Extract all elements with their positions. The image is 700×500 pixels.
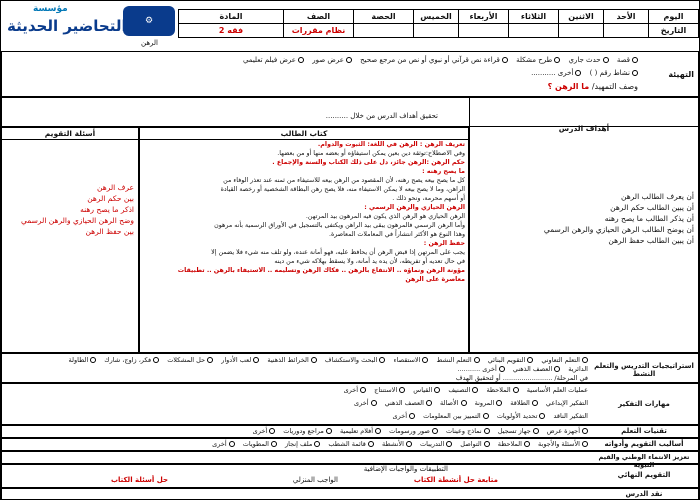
- think-brain[interactable]: العصف الذهني: [385, 399, 432, 407]
- tech-opt[interactable]: صور ورسومات: [389, 427, 438, 435]
- tech-opt[interactable]: أفلام تعليمية: [340, 427, 381, 435]
- hdr-thu: الخميس: [414, 10, 459, 24]
- strat-research[interactable]: البحث والاستكشاف: [325, 356, 386, 364]
- think-other3[interactable]: أخرى: [393, 412, 416, 420]
- assess-options: [206, 440, 588, 448]
- hdr-day: اليوم: [649, 10, 699, 24]
- grade-value: نظام مقررات: [284, 24, 354, 38]
- period-cell: [354, 24, 414, 38]
- strat-circular: الدائرية: [568, 365, 588, 373]
- hdr-class: الصف: [284, 10, 354, 24]
- think-other2[interactable]: أخرى: [354, 399, 377, 407]
- hdr-period: الحصة: [354, 10, 414, 24]
- assess-opt[interactable]: التدريبات: [420, 440, 452, 448]
- thinking-row3: [387, 412, 588, 420]
- tech-options: [247, 427, 588, 435]
- assess-opt[interactable]: أخرى: [212, 440, 235, 448]
- strategies-row: [1, 353, 699, 383]
- tech-opt[interactable]: مراجع ودوريات: [283, 427, 332, 435]
- goal-item: أن يذكر الطالب ما يصح رهنه: [604, 214, 694, 223]
- date-cell: [509, 24, 559, 38]
- book-line: مؤونة الرهن ونماؤه .. الانتفاع بالرهن .. فكاك الرهن وتسليمه .. الاستيفاء بالرهن .. تطبيقات: [177, 267, 465, 274]
- date-cell: [559, 24, 604, 38]
- strat-inquiry[interactable]: الاستقصاء: [394, 356, 429, 364]
- assess-opt[interactable]: قائمة الشطب: [328, 440, 374, 448]
- book-line: حفظ الرهن :: [423, 240, 465, 247]
- strat-brainstorm[interactable]: العصف الذهني: [513, 365, 560, 373]
- strategies-options: [4, 356, 588, 364]
- opt-film[interactable]: عرض فيلم تعليمي: [243, 56, 304, 64]
- eval-list: [2, 180, 138, 239]
- goals-title: تحقيق أهداف الدرس من خلال ..........: [325, 112, 438, 120]
- critique-row: [1, 488, 699, 500]
- goal-item: أن يوضح الطالب الرهن الحيازي والرهن الرسمي: [543, 225, 694, 234]
- intro-options-row2: [525, 69, 638, 77]
- book-line: الرهن الحيازي هو الرهن الذي يكون فيه المرهون بيد المرتهن.: [305, 213, 465, 220]
- thinking-label: مهارات التفكير: [618, 400, 670, 408]
- goal-item: أن يبين الطالب حكم الرهن: [610, 203, 694, 212]
- assess-opt[interactable]: المطويات: [243, 440, 277, 448]
- strategies-row2: [451, 365, 588, 373]
- strat-think[interactable]: فكر، زاوج، شارك: [104, 356, 159, 364]
- strat-table[interactable]: الطاولة: [69, 356, 97, 364]
- assess-opt[interactable]: الأنشطة: [382, 440, 412, 448]
- book-line: الرهن الحيازي والرهن الرسمي :: [364, 204, 465, 211]
- opt-text[interactable]: قراءة نص قرآني أو نبوي أو نص من مرجع صحيح: [360, 56, 508, 64]
- think-critical: التفكير الناقد: [553, 412, 588, 420]
- think-distinguish[interactable]: التمييز بين المعلومات: [423, 412, 489, 420]
- strat-coop[interactable]: التعلم التعاوني: [541, 356, 588, 364]
- eval-item: اذكر ما يصح رهنه: [80, 205, 134, 214]
- logo-top-text: مؤسسة: [33, 4, 68, 14]
- think-other1[interactable]: أخرى: [344, 386, 367, 394]
- tech-opt[interactable]: نماذج وعينات: [446, 427, 490, 435]
- think-fluency[interactable]: الطلاقة: [510, 399, 538, 407]
- homework-activities: متابعة حل أنشطة الكتاب: [413, 476, 498, 484]
- eval-item: عرف الرهن: [97, 183, 134, 192]
- book-line: وأما الرهن الرسمي فالمرهون يبقى بيد الراهن ويكتفى بالتسجيل في الأوراق الرسمية بأنه مرهون: [214, 222, 465, 229]
- homework-sub1: الواجب المنزلي: [292, 476, 338, 484]
- book-column: [139, 127, 469, 353]
- logo-main-text: التحاضير الحديثة: [7, 17, 127, 35]
- tech-opt[interactable]: أخرى: [253, 427, 276, 435]
- intro-desc: [548, 82, 638, 91]
- opt-activity[interactable]: نشاط رقم ( ): [590, 69, 638, 77]
- goals-list: [470, 189, 698, 248]
- goals-column: [469, 97, 699, 353]
- subject-name: فقه 2: [218, 26, 244, 35]
- book-line: الراهن، وما لا يصح بيعه لا يمكن الاستيفاء منه، فلا يصح رهن البطاقة الشخصية أو رخصة القيادة: [220, 186, 465, 193]
- tech-opt[interactable]: أجهزة عرض: [547, 427, 588, 435]
- thinking-row1: [338, 386, 588, 394]
- book-header: كتاب الطالب: [140, 128, 468, 140]
- book-line: وهذا النوع هو الأكثر انتشاراً في المعاملات المعاصرة.: [329, 231, 465, 238]
- think-measure[interactable]: القياس: [413, 386, 440, 394]
- think-flex[interactable]: المرونة: [475, 399, 503, 407]
- think-infer[interactable]: الاستنتاج: [374, 386, 405, 394]
- hdr-wed: الأربعاء: [459, 10, 509, 24]
- strat-roleplay[interactable]: لعب الأدوار: [221, 356, 259, 364]
- homework-header: التطبيقات والواجبات الإضافية: [363, 465, 448, 473]
- thinking-row: [1, 383, 699, 425]
- eval-column: [1, 127, 139, 353]
- goals-header: أهداف الدرس: [558, 124, 610, 133]
- logo: [3, 3, 183, 43]
- book-line: تعريف الرهن : الرهن في اللغة: الثبوت والدوام.: [317, 141, 465, 148]
- book-line: حكم الرهن :الرهن جائز، دل على ذلك الكتاب والسنة والإجماع .: [272, 159, 465, 166]
- eval-item: وضح الرهن الحيازي والرهن الرسمي: [21, 216, 134, 225]
- goal-item: أن يبين الطالب حفظ الرهن: [608, 236, 694, 245]
- strat-mindmap[interactable]: الخرائط الذهنية: [267, 356, 316, 364]
- assess-row: [1, 438, 699, 451]
- hdr-date-label: التاريخ: [649, 24, 699, 38]
- think-classify[interactable]: التصنيف: [448, 386, 478, 394]
- think-original[interactable]: الأصالة: [440, 399, 466, 407]
- hdr-sun: الأحد: [604, 10, 649, 24]
- tech-opt[interactable]: جهاز تسجيل: [498, 427, 539, 435]
- eval-item: بين حفظ الرهن: [85, 227, 134, 236]
- think-basic: عمليات العلم الأساسية: [526, 386, 588, 394]
- tech-label: تقنيات التعلم: [621, 427, 667, 435]
- assess-label: أساليب التقويم وأدواته: [604, 440, 684, 448]
- logo-icon: ⚙: [123, 6, 175, 36]
- assess-opt[interactable]: ملف إنجاز: [285, 440, 320, 448]
- strat-formative[interactable]: التقويم البنائي: [488, 356, 534, 364]
- intro-options-row1: [6, 56, 638, 64]
- hdr-tue: الثلاثاء: [509, 10, 559, 24]
- desc-label: وصف التمهيد/: [591, 82, 638, 91]
- book-line: معاصرة على الرهن: [405, 276, 465, 283]
- book-line: في حال تعديه أو تفريطه، لأن يده يد أمانة، ولا يسقط بهلاكه شيء من دينه: [274, 258, 465, 265]
- lesson-title: الرهن: [141, 39, 158, 47]
- header-table: [178, 9, 699, 38]
- think-priority[interactable]: تحديد الأولويات: [497, 412, 546, 420]
- homework-questions: حل أسئلة الكتاب: [110, 476, 168, 484]
- intro-label: التهيئة: [668, 70, 694, 79]
- date-cell: [414, 24, 459, 38]
- strategies-label: استراتيجيات التدريس والتعلم النشط: [594, 362, 694, 378]
- intro-section: [1, 51, 699, 97]
- assess-opt[interactable]: الأسئلة والأجوبة: [538, 440, 588, 448]
- book-content: [140, 140, 468, 284]
- opt-other[interactable]: أخرى ...........: [531, 69, 581, 77]
- hdr-subject: المادة: [179, 10, 284, 24]
- think-observe[interactable]: الملاحظة: [486, 386, 518, 394]
- book-line: ما يصح رهنه :: [422, 168, 465, 175]
- assess-opt[interactable]: الملاحظة: [498, 440, 530, 448]
- opt-problem[interactable]: طرح مشكلة: [516, 56, 560, 64]
- opt-event[interactable]: حدث جاري: [568, 56, 608, 64]
- book-line: يجب على المرتهن إذا قبض الرهن أن يحافظ عليه، فهو أمانة عنده، ولو تلف منه شيء فلا يضمن إلا: [211, 249, 465, 256]
- tech-row: [1, 425, 699, 438]
- date-cell: [604, 24, 649, 38]
- opt-story[interactable]: قصة: [617, 56, 638, 64]
- hdr-mon: الاثنين: [559, 10, 604, 24]
- eval-item: بين حكم الرهن: [87, 194, 134, 203]
- values-label: تعزيز الانتماء الوطني والقيم النبوية: [598, 453, 690, 469]
- intro-question: ما الرهن ؟: [547, 82, 590, 91]
- strategies-row3: في المرحلة/ ........................ أو لتحقيق الهدف: [455, 374, 588, 382]
- date-cell: [459, 24, 509, 38]
- book-line: وفي الاصطلاح:توثقة دين بعين يمكن استيفاؤه أو بعضه منها أو من بعضها.: [277, 150, 465, 157]
- subject-value: [179, 24, 284, 38]
- assess-opt[interactable]: التواصل: [460, 440, 489, 448]
- goal-item: أن يعرف الطالب الرهن: [621, 192, 694, 201]
- opt-images[interactable]: عرض صور: [312, 56, 352, 64]
- eval-header: أسئلة التقويم: [2, 128, 138, 140]
- book-line: أو أسهم محرمة، ونحو ذلك .: [392, 195, 465, 202]
- strat-problem[interactable]: حل المشكلات: [167, 356, 213, 364]
- strat-other[interactable]: أخرى ...........: [457, 365, 504, 373]
- homework-section: [1, 464, 699, 488]
- final-eval-label: التقويم النهائي: [617, 471, 671, 479]
- thinking-row2: [348, 399, 588, 407]
- book-line: كل ما يصح بيعه يصح رهنه، لأن المقصود من الرهن بيعه للاستيفاء من ثمنه عند تعذر الوفاء من: [223, 177, 465, 184]
- critique-label: نقد الدرس: [625, 490, 663, 498]
- think-creative: التفكير الإبداعي: [545, 399, 588, 407]
- strat-active[interactable]: التعلم النشط: [437, 356, 480, 364]
